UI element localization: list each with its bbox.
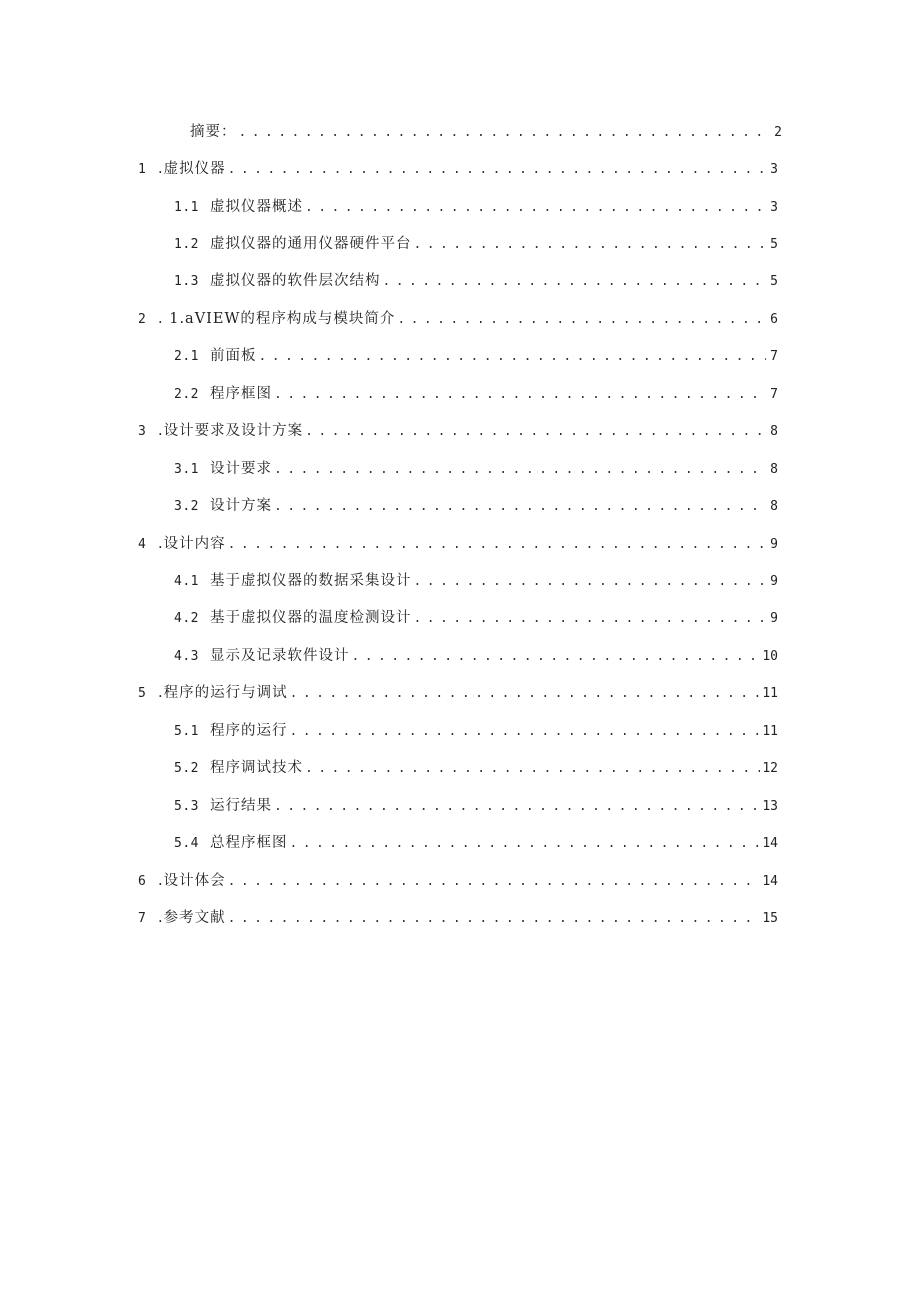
toc-entry-2-1[interactable]: [174, 346, 778, 366]
dot-leader: [274, 797, 760, 817]
toc-entry-page: 7: [770, 387, 778, 402]
toc-entry-title: 设计方案: [210, 498, 272, 514]
toc-entry-3[interactable]: [138, 421, 778, 441]
toc-entry-number: 5.4: [174, 836, 199, 851]
dot-leader: [383, 272, 767, 292]
toc-entry-3-2[interactable]: [174, 496, 778, 516]
toc-entry-number: 5.3: [174, 799, 199, 814]
toc-entry-page: 8: [770, 499, 778, 514]
toc-entry-number: 2.1: [174, 349, 199, 364]
dot-leader: [228, 535, 766, 555]
toc-entry-5-4[interactable]: [174, 833, 778, 853]
toc-entry-4-1[interactable]: [174, 571, 778, 591]
toc-entry-number: 1.1: [174, 200, 199, 215]
toc-entry-number: 4: [138, 537, 147, 552]
toc-entry-title: .设计体会: [158, 873, 226, 889]
dot-leader: [290, 834, 761, 854]
toc-entry-number: 7: [138, 911, 147, 926]
toc-entry-1-2[interactable]: [174, 234, 778, 254]
toc-entry-page: 8: [770, 424, 778, 439]
toc-entry-number: 4.1: [174, 574, 199, 589]
toc-entry-5-1[interactable]: [174, 721, 778, 741]
toc-entry-number: 1: [138, 162, 147, 177]
dot-leader: [414, 609, 767, 629]
toc-entry-page: 11: [762, 724, 778, 739]
toc-entry-page: 7: [770, 349, 778, 364]
toc-entry-title: .设计内容: [158, 536, 226, 552]
toc-entry-page: 5: [770, 274, 778, 289]
toc-entry-2[interactable]: [138, 309, 778, 329]
toc-entry-5[interactable]: [138, 683, 778, 703]
toc-entry-title: 程序的运行: [210, 723, 288, 739]
dot-leader: [352, 647, 761, 667]
toc-entry-title: . 1.aVIEW的程序构成与模块简介: [158, 311, 396, 327]
toc-entry-page: 10: [762, 649, 778, 664]
toc-entry-title: .程序的运行与调试: [158, 685, 288, 701]
toc-entry-number: 5.1: [174, 724, 199, 739]
toc-entry-number: 2: [138, 312, 147, 327]
dot-leader: [305, 759, 760, 779]
toc-entry-page: 14: [762, 874, 778, 889]
toc-entry-1-1[interactable]: [174, 197, 778, 217]
toc-entry-number: 2.2: [174, 387, 199, 402]
toc-entry-page: 9: [770, 574, 778, 589]
toc-entry-number: 5: [138, 686, 147, 701]
toc-entry-page: 9: [770, 611, 778, 626]
dot-leader: [239, 123, 771, 143]
toc-entry-title: 总程序框图: [210, 835, 288, 851]
toc-entry-number: 3: [138, 424, 147, 439]
dot-leader: [397, 310, 766, 330]
toc-entry-page: 13: [762, 799, 778, 814]
toc-entry-number: 1.2: [174, 237, 199, 252]
toc-entry-page: 6: [770, 312, 778, 327]
toc-entry-title: 虚拟仪器的通用仪器硬件平台: [210, 236, 412, 252]
toc-entry-4-2[interactable]: [174, 608, 778, 628]
dot-leader: [274, 497, 766, 517]
dot-leader: [259, 347, 767, 367]
dot-leader: [274, 385, 766, 405]
toc-entry-number: 4.3: [174, 649, 199, 664]
dot-leader: [305, 198, 766, 218]
toc-entry-page: 3: [770, 162, 778, 177]
toc-entry-number: 5.2: [174, 761, 199, 776]
toc-entry-title: .虚拟仪器: [158, 161, 226, 177]
dot-leader: [228, 872, 761, 892]
dot-leader: [274, 460, 766, 480]
toc-entry-number: 4.2: [174, 611, 199, 626]
toc-entry-5-3[interactable]: [174, 796, 778, 816]
toc-entry-page: 9: [770, 537, 778, 552]
dot-leader: [228, 909, 761, 929]
toc-entry-page: 3: [770, 200, 778, 215]
dot-leader: [290, 722, 761, 742]
toc-entry-page: 12: [762, 761, 778, 776]
toc-entry-page: 14: [762, 836, 778, 851]
dot-leader: [305, 422, 766, 442]
toc-entry-page: 2: [774, 125, 782, 140]
toc-entry-page: 8: [770, 462, 778, 477]
toc-entry-title: 显示及记录软件设计: [210, 648, 350, 664]
toc-entry-2-2[interactable]: [174, 384, 778, 404]
toc-entry-title: 基于虚拟仪器的数据采集设计: [210, 573, 412, 589]
toc-entry-page: 5: [770, 237, 778, 252]
toc-entry-number: 6: [138, 874, 147, 889]
toc-entry-5-2[interactable]: [174, 758, 778, 778]
toc-entry-title: 前面板: [210, 348, 257, 364]
dot-leader: [228, 160, 766, 180]
toc-entry-title: 摘要：: [190, 124, 237, 140]
dot-leader: [414, 572, 767, 592]
dot-leader: [414, 235, 767, 255]
toc-entry-4[interactable]: [138, 534, 778, 554]
toc-entry-1[interactable]: [138, 159, 778, 179]
toc-entry-1-3[interactable]: [174, 271, 778, 291]
dot-leader: [290, 684, 761, 704]
toc-entry-abstract[interactable]: [190, 122, 782, 142]
toc-entry-title: 虚拟仪器概述: [210, 199, 303, 215]
toc-entry-number: 3.1: [174, 462, 199, 477]
toc-entry-title: .参考文献: [158, 910, 226, 926]
toc-entry-page: 11: [762, 686, 778, 701]
toc-entry-title: 运行结果: [210, 798, 272, 814]
toc-entry-title: 设计要求: [210, 461, 272, 477]
toc-entry-page: 15: [762, 911, 778, 926]
toc-entry-title: 基于虚拟仪器的温度检测设计: [210, 610, 412, 626]
toc-entry-title: 程序调试技术: [210, 760, 303, 776]
toc-entry-title: 虚拟仪器的软件层次结构: [210, 273, 381, 289]
toc-entry-6[interactable]: [138, 871, 778, 891]
toc-entry-title: 程序框图: [210, 386, 272, 402]
toc-entry-title: .设计要求及设计方案: [158, 423, 304, 439]
toc-entry-number: 1.3: [174, 274, 199, 289]
toc-entry-4-3[interactable]: [174, 646, 778, 666]
toc-entry-3-1[interactable]: [174, 459, 778, 479]
toc-entry-7[interactable]: [138, 908, 778, 928]
toc-entry-number: 3.2: [174, 499, 199, 514]
